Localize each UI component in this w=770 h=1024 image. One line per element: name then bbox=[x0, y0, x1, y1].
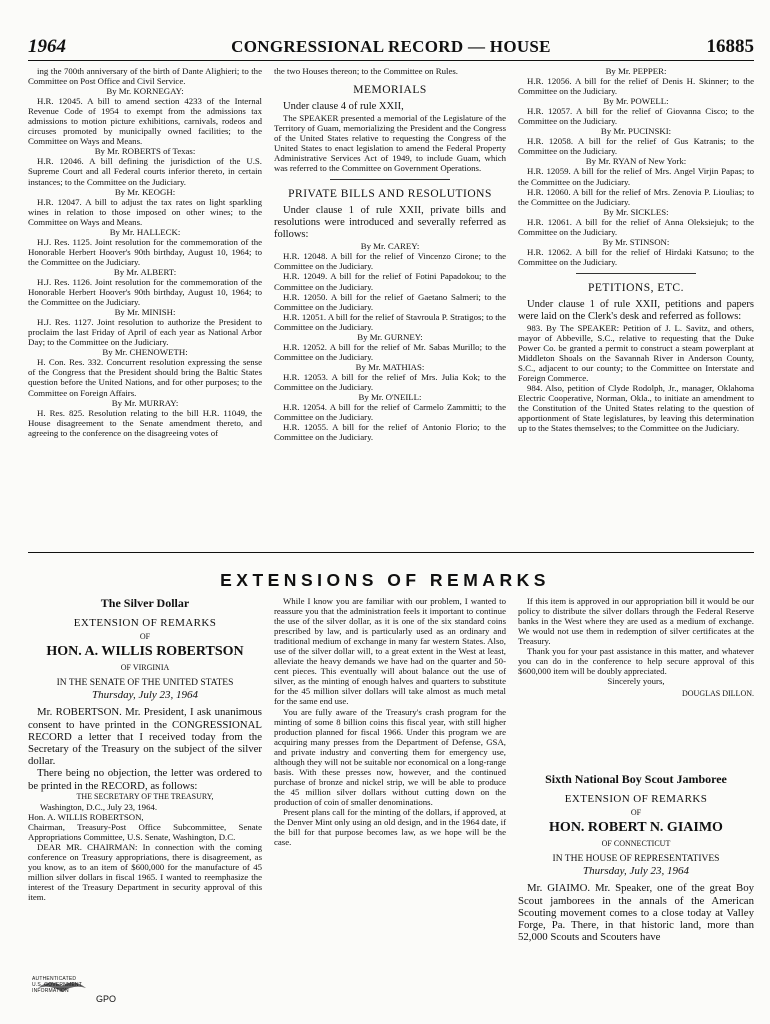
paragraph: Chairman, Treasury-Post Office Subcommittee, Senate Appropriations Committee, U.S. Senate, Washington, D.C. bbox=[28, 821, 262, 842]
paragraph: H.J. Res. 1127. Joint resolution to authorize the President to proclaim the last Friday of April of each year as National Arbor Day; to the Committee on the Judiciary. bbox=[28, 317, 262, 348]
extension-title: The Silver Dollar bbox=[100, 596, 190, 610]
section-heading: PRIVATE BILLS AND RESOLUTIONS bbox=[288, 188, 492, 201]
sponsor-line: By Mr. ALBERT: bbox=[113, 266, 177, 277]
closing-line: Sincerely yours, bbox=[607, 676, 665, 687]
stamp-line: AUTHENTICATED bbox=[32, 976, 77, 982]
paragraph: 984. Also, petition of Clyde Rodolph, Jr., manager, Oklahoma Electric Cooperative, Norman, Okla., to initiate an amendment to the Constitution of the United States relating to the question of apportionment of State legislatures, by leaving this determination up to the States themselves; to the Committee on the Judiciary. bbox=[518, 383, 754, 434]
section-rule bbox=[28, 552, 754, 553]
address-line: Washington, D.C., July 23, 1964. bbox=[40, 801, 158, 812]
paragraph: DEAR MR. CHAIRMAN: In connection with the coming conference on Treasury appropriations, there is disagreement, as you know, as to an item of $600,000 for the manufacture of 45 million silver dollars in fiscal 1965. I wanted to reemphasize the interest of the Treasury Department in security approval of this item. bbox=[28, 841, 262, 903]
sponsor-line: By Mr. PEPPER: bbox=[605, 66, 667, 76]
paragraph: H.R. 12048. A bill for the relief of Vincenzo Cirone; to the Committee on the Judiciary. bbox=[274, 251, 506, 272]
extension-of-line: OF CONNECTICUT bbox=[601, 839, 671, 849]
intro-paragraph: Mr. GIAIMO. Mr. Speaker, one of the great Boy Scout jamborees in the annals of the American Scouting movement comes to a close today at Valley Forge, Pa. There, in that historic land, more than 52,000 Scouts and Scouters have bbox=[518, 882, 754, 944]
paragraph: Thank you for your past assistance in this matter, and whatever you can do in the conference to help secure approval of this $600,000 item will be doubly appreciated. bbox=[518, 646, 754, 677]
sponsor-line: By Mr. KORNEGAY: bbox=[106, 86, 184, 97]
paragraph: H.R. 12058. A bill for the relief of Gus Katranis; to the Committee on the Judiciary. bbox=[518, 136, 754, 157]
paragraph: H.R. 12051. A bill for the relief of Stavroula P. Stratigos; to the Committee on the Judiciary. bbox=[274, 311, 506, 332]
sponsor-line: By Mr. CHENOWETH: bbox=[102, 347, 188, 358]
sponsor-line: By Mr. PUCINSKI: bbox=[600, 126, 672, 137]
sponsor-line: By Mr. SICKLES: bbox=[603, 206, 669, 217]
paragraph: 983. By The SPEAKER: Petition of J. L. Savitz, and others, mayor of Abbeville, S.C., relative to requesting that the Duke Power Co. be granted a permit to construct a steam powerplant at Middleton Shoals on the Savannah River in Anderson County, S.C., adjacent to our county; to the Committee on Interstate and Foreign Commerce. bbox=[518, 322, 754, 384]
sponsor-line: By Mr. MATHIAS: bbox=[355, 361, 425, 372]
paragraph: H.R. 12061. A bill for the relief of Anna Oleksiejuk; to the Committee on the Judiciary. bbox=[518, 216, 754, 237]
paragraph: ing the 700th anniversary of the birth of Dante Alighieri; to the Committee on Post Office and Civil Service. bbox=[28, 66, 262, 87]
section-divider bbox=[330, 179, 450, 180]
column-extension-robertson bbox=[28, 596, 262, 902]
paragraph: Present plans call for the minting of the dollars, if approved, at the Denver Mint only using an old design, and in the 1964 date, if the bill for that purpose becomes law, as we hope will be the case. bbox=[274, 806, 506, 848]
member-name: HON. ROBERT N. GIAIMO bbox=[549, 820, 723, 836]
column-extension-letter bbox=[274, 596, 506, 847]
address-line: THE SECRETARY OF THE TREASURY, bbox=[76, 791, 214, 801]
extensions-heading: EXTENSIONS OF REMARKS bbox=[220, 570, 550, 590]
paragraph: Hon. A. WILLIS ROBERTSON, bbox=[28, 811, 144, 822]
paragraph: H.R. 12059. A bill for the relief of Mrs. Angel Virjin Papas; to the Committee on the Judiciary. bbox=[518, 166, 754, 187]
paragraph: You are fully aware of the Treasury's crash program for the minting of some 8 billion coins this fiscal year, with still higher production planned for fiscal 1966. Under this program we are acquiring many presses from the Department of Defense, GSA, and private industry and converting them for emergency use, although they will not be suitable nor economical on a long-range basis. With these presses now, however, and the continued purchase of bronze and nickel strip, we will be able to produce the 45 million silver dollars without cutting down on the production of coin of smaller denominations. bbox=[274, 706, 506, 807]
paragraph: If this item is approved in our appropriation bill it would be our policy to distribute the silver dollars through the Federal Reserve banks in the West where they are used as a medium of exchange. We would not use them in redemption of silver certificates at the Treasury. bbox=[518, 596, 754, 647]
header-rule bbox=[28, 60, 754, 61]
paragraph: H.R. 12055. A bill for the relief of Antonio Florio; to the Committee on the Judiciary. bbox=[274, 422, 506, 443]
extension-label: EXTENSION OF REMARKS bbox=[564, 793, 708, 806]
paragraph: H.R. 12057. A bill for the relief of Giovanna Cisco; to the Committee on the Judiciary. bbox=[518, 106, 754, 127]
paragraph: H.R. 12052. A bill for the relief of Mr. Sabas Murillo; to the Committee on the Judiciary. bbox=[274, 341, 506, 362]
paragraph: H.R. 12046. A bill defining the jurisdiction of the U.S. Supreme Court and all Federal courts inferior thereto, in certain instances; to the Committee on the Judiciary. bbox=[28, 156, 262, 187]
intro-paragraph: Under clause 4 of rule XXII, bbox=[283, 101, 404, 113]
paragraph: the two Houses thereon; to the Committee on Rules. bbox=[274, 66, 458, 76]
stamp-line: U.S. GOVERNMENT bbox=[32, 982, 82, 988]
paragraph: H.R. 12050. A bill for the relief of Gaetano Salmeri; to the Committee on the Judiciary. bbox=[274, 291, 506, 312]
sponsor-line: By Mr. O'NEILL: bbox=[358, 392, 422, 403]
paragraph: H. Res. 825. Resolution relating to the bill H.R. 11049, the House disagreement to the Senate amendment thereto, and agreeing to the conference on the disagreeing votes of bbox=[28, 407, 262, 438]
date-line: Thursday, July 23, 1964 bbox=[91, 689, 199, 702]
paragraph: H.R. 12045. A bill to amend section 4233 of the Internal Revenue Code of 1954 to exempt from the admissions tax admissions to motion picture exhibitions, carnivals, rodeos and circuses promoted by municipally owned facilities; to the Committee on Ways and Means. bbox=[28, 96, 262, 147]
sponsor-line: By Mr. GURNEY: bbox=[357, 331, 423, 342]
extension-of-line: OF bbox=[630, 808, 642, 818]
sponsor-line: By Mr. KEOGH: bbox=[114, 186, 176, 197]
header-title: CONGRESSIONAL RECORD — HOUSE bbox=[231, 37, 551, 56]
sponsor-line: By Mr. HALLECK: bbox=[109, 226, 181, 237]
paragraph: The SPEAKER presented a memorial of the Legislature of the Territory of Guam, memorializing the President and the Congress of the United States relative to requesting the Congress of the United States to enact legislation to amend the Federal Property Administrative Services Act of 1949, to include Guam, which was referred to the Committee on Government Operations. bbox=[274, 113, 506, 174]
section-divider bbox=[576, 273, 696, 274]
stamp-line: INFORMATION bbox=[32, 988, 69, 994]
gpo-mark: GPO bbox=[96, 994, 117, 1004]
paragraph: H.R. 12054. A bill for the relief of Carmelo Zammitti; to the Committee on the Judiciary. bbox=[274, 402, 506, 423]
paragraph: H.R. 12053. A bill for the relief of Mrs. Julia Kok; to the Committee on the Judiciary. bbox=[274, 371, 506, 392]
paragraph: H.R. 12049. A bill for the relief of Fotini Papadokou; to the Committee on the Judiciary. bbox=[274, 271, 506, 292]
intro-paragraph: Mr. ROBERTSON. Mr. President, I ask unanimous consent to have printed in the CONGRESSIONAL RECORD a letter that I received today from the Secretary of the Treasury on the subject of the silver dollar. bbox=[28, 706, 262, 768]
extension-label: EXTENSION OF REMARKS bbox=[73, 617, 217, 630]
intro-paragraph: There being no objection, the letter was ordered to be printed in the RECORD, as follows: bbox=[28, 767, 262, 792]
header-year: 1964 bbox=[28, 36, 66, 57]
paragraph: H.R. 12056. A bill for the relief of Denis H. Skinner; to the Committee on the Judiciary. bbox=[518, 76, 754, 97]
page-header bbox=[28, 36, 754, 58]
sponsor-line: By Mr. RYAN of New York: bbox=[585, 156, 687, 167]
paragraph: H. Con. Res. 332. Concurrent resolution expressing the sense of the Congress that the President should bring the Baltic States question before the United Nations, and for other purposes; to the Committee on Foreign Affairs. bbox=[28, 357, 262, 398]
sponsor-line: By Mr. MURRAY: bbox=[111, 397, 179, 408]
intro-paragraph: Under clause 1 of rule XXII, private bills and resolutions were introduced and severally referred as follows: bbox=[274, 205, 506, 241]
sponsor-line: By Mr. MINISH: bbox=[114, 307, 176, 318]
chamber-line: IN THE HOUSE OF REPRESENTATIVES bbox=[552, 854, 720, 865]
paragraph: H.J. Res. 1125. Joint resolution for the commemoration of the Honorable Herbert Hoover's 90th birthday, August 10, 1964; to the Committee on the Judiciary. bbox=[28, 236, 262, 267]
sponsor-line: By Mr. STINSON: bbox=[602, 236, 670, 247]
member-name: HON. A. WILLIS ROBERTSON bbox=[46, 644, 244, 660]
sponsor-line: By Mr. POWELL: bbox=[603, 96, 669, 107]
intro-paragraph: Under clause 1 of rule XXII, petitions and papers were laid on the Clerk's desk and referred as follows: bbox=[518, 298, 754, 322]
column-extension-letter-end bbox=[518, 596, 754, 699]
paragraph: H.R. 12062. A bill for the relief of Hirdaki Katsuno; to the Committee on the Judiciary. bbox=[518, 246, 754, 267]
gpo-authentication-stamp bbox=[30, 972, 130, 1014]
section-heading: PETITIONS, ETC. bbox=[588, 281, 684, 294]
column-bills-1 bbox=[28, 66, 262, 438]
chamber-line: IN THE SENATE OF THE UNITED STATES bbox=[56, 678, 234, 689]
extension-of-line: OF bbox=[139, 632, 151, 642]
paragraph: While I know you are familiar with our problem, I wanted to reassure you that the administration feels it important to continue the use of the silver dollar, as it is one of the six standard coins prescribed by law, and is particularly used as an ordinary and traditional medium of exchange in many far western States. Also, use of the silver dollar will, to a great extent in the West at least, alleviate the heavy demands we have had on the quarter and 50-cent pieces. This eventually will about balance out the use of silver, as the minting of enough halves and quarters to substitute for the 45 million silver dollars will take almost as much metal for the same end use. bbox=[274, 596, 506, 707]
column-extension-giaimo bbox=[518, 772, 754, 943]
paragraph: H.R. 12047. A bill to adjust the tax rates on light sparkling wines in relation to those imposed on other wines; to the Committee on Ways and Means. bbox=[28, 196, 262, 227]
paragraph: H.J. Res. 1126. Joint resolution for the commemoration of the Honorable Herbert Hoover's 90th birthday, August 10, 1964; to the Committee on the Judiciary. bbox=[28, 276, 262, 308]
extension-title: Sixth National Boy Scout Jamboree bbox=[545, 772, 727, 786]
extension-of-line: OF VIRGINIA bbox=[120, 663, 170, 673]
date-line: Thursday, July 23, 1964 bbox=[582, 865, 690, 878]
section-heading: MEMORIALS bbox=[353, 84, 427, 97]
header-page-number: 16885 bbox=[706, 36, 754, 57]
sponsor-line: By Mr. ROBERTS of Texas: bbox=[94, 146, 196, 157]
signature: DOUGLAS DILLON. bbox=[682, 689, 754, 699]
column-bills-2 bbox=[518, 66, 754, 433]
paragraph: H.R. 12060. A bill for the relief of Mrs. Zenovia P. Lioulias; to the Committee on the Judiciary. bbox=[518, 186, 754, 207]
sponsor-line: By Mr. CAREY: bbox=[360, 241, 420, 252]
column-memorials bbox=[274, 66, 506, 442]
